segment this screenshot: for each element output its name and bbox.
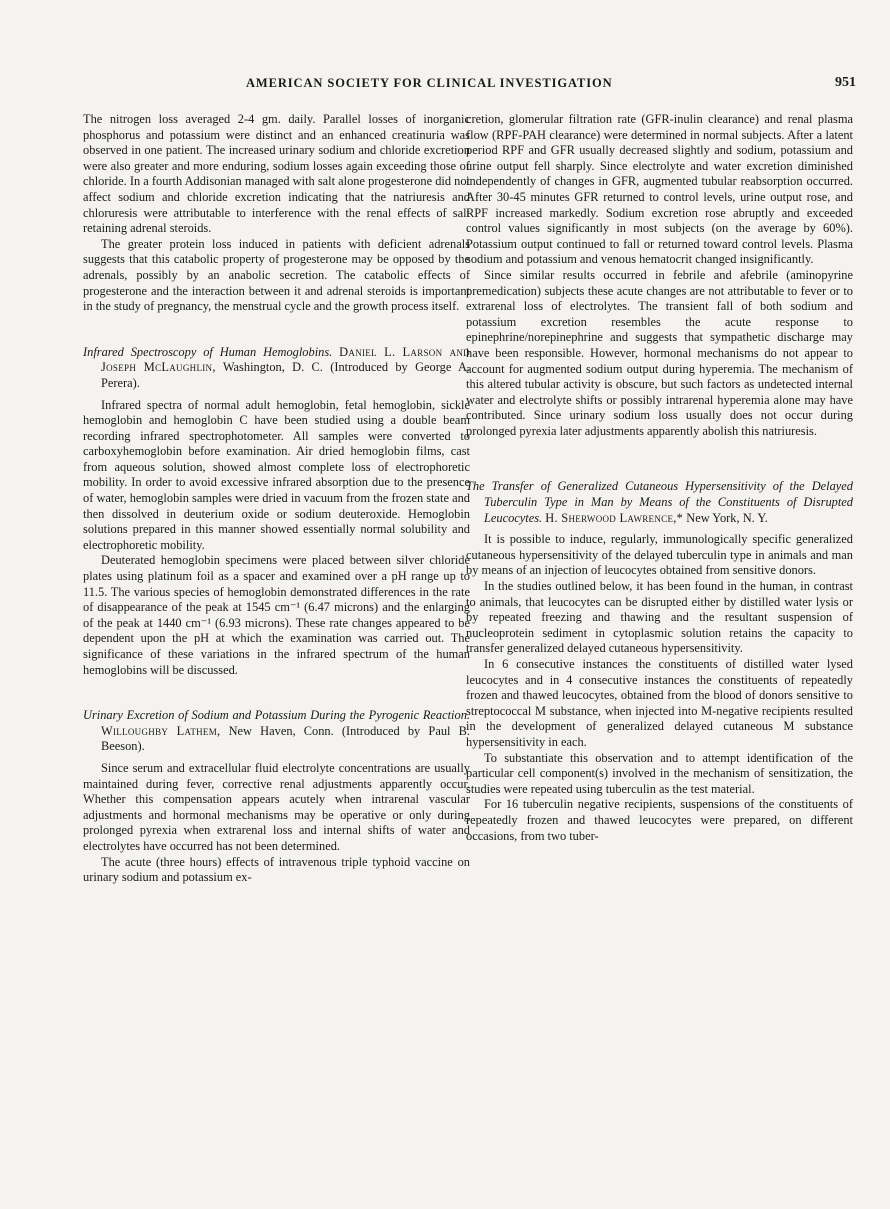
page-number: 951 <box>835 75 856 90</box>
body-paragraph: cretion, glomerular filtration rate (GFR-inulin clearance) and renal plasma flow (RPF-PAH clearance) were determined in normal subjects. After a latent period RPF and GFR usually decreased slightly and sodium, potassium and urine output fell sharply. Since electrolyte and water excretion diminished independently of changes in GFR, augmented tubular reabsorption occurred. After 30-45 minutes GFR returned to control levels, urine output rose, and RPF increased markedly. Sodium excretion rose abruptly and exceeded control values significantly in most subjects (on the average by 60%). Potassium output continued to fall or returned toward control levels. Plasma sodium and potassium and venous hematocrit changed insignificantly. <box>466 112 853 267</box>
body-paragraph: Since similar results occurred in febrile and afebrile (aminopyrine premedication) subjects these acute changes are not attributable to fever or to extrarenal loss of electrolytes. The transient fall of both sodium and potassium excretion resembles the acute response to epinephrine/norepinephrine and suggests that sympathetic discharge may have been responsible. However, hormonal mechanisms do not appear to account for augmented sodium output during hyperemia. The mechanism of this altered tubular activity is obscure, but such factors as undetected internal water and electrolyte shifts or possibly intrarenal hyperemia alone may have contributed. Since urinary sodium loss usually does not occur during prolonged pyrexia later adjustments apparently abolish this natriuresis. <box>466 267 853 438</box>
body-paragraph: In 6 consecutive instances the constituents of distilled water lysed leucocytes and in 4 consecutive instances the constituents of repeatedly frozen and thawed leucocytes, obtained from the blood of donors sensitive to streptococcal M substance, when injected into M-negative recipients resulted in the development of generalized delayed cutaneous M substance hypersensitivity in each. <box>466 657 853 749</box>
body-paragraph: The nitrogen loss averaged 2-4 gm. daily. Parallel losses of inorganic phosphorus and potassium were distinct and an enhanced creatinuria was observed in one patient. The increased urinary sodium and chloride excretion were also greater and more enduring, sodium losses again exceeding those of chloride. In a fourth Addisonian managed with salt alone progesterone did not affect sodium and chloride excretion indicating that the natriuresis and chloruresis were attributable to interference with the renal effects of salt retaining adrenal steroids. <box>83 112 470 236</box>
body-paragraph: The greater protein loss induced in patients with deficient adrenals suggests that this catabolic property of progesterone may be opposed by the adrenals, possibly by an anabolic secretion. The catabolic effects of progesterone and the interaction between it and adrenal steroids is important in the study of pregnancy, the menstrual cycle and the growth process itself. <box>83 236 470 314</box>
abstract-title: Urinary Excretion of Sodium and Potassium During the Pyrogenic Reaction. <box>83 708 470 723</box>
body-paragraph: The acute (three hours) effects of intravenous triple typhoid vaccine on urinary sodium and potassium ex- <box>83 854 470 885</box>
body-paragraph: Infrared spectra of normal adult hemoglobin, fetal hemoglobin, sickle hemoglobin and hemoglobin C have been studied using a double beam recording infrared spectrophotometer. All samples were converted to carboxyhemoglobin before examination. Air dried hemoglobin films, cast from aqueous solution, showed almost complete loss of electrophoretic mobility. In order to avoid excessive infrared absorption due to the presence of water, hemoglobin samples were dried in vacuum from the frozen state and then dissolved in deuterium oxide or sodium deuteroxide. Hemoglobin solutions prepared in this manner showed essentially normal solubility and electrophoretic mobility. <box>83 397 470 552</box>
abstract-affiliation: New York, N. Y. <box>686 510 768 525</box>
abstract-authors: H. Sherwood Lawrence,* <box>545 510 684 525</box>
abstract-title: Infrared Spectroscopy of Human Hemoglobins. <box>83 344 333 359</box>
body-paragraph: To substantiate this observation and to attempt identification of the particular cell component(s) involved in the mechanism of sensitization, the studies were repeated using tuberculin as the test material. <box>466 750 853 796</box>
journal-name: AMERICAN SOCIETY FOR CLINICAL INVESTIGATION <box>246 76 613 90</box>
body-paragraph: Deuterated hemoglobin specimens were placed between silver chloride plates using platinum foil as a spacer and examined over a pH range up to 11.5. The various species of hemoglobin demonstrated differences in the rate of disappearance of the peak at 1545 cm⁻¹ (6.47 microns) and the enlarging of the peak at 1440 cm⁻¹ (6.93 microns). These rate changes appeared to be dependent upon the pH at which the examination was carried out. The significance of these variations in the infrared spectrum of the human hemoglobins will be discussed. <box>83 553 470 677</box>
abstract-authors: Willoughby Lathem, <box>101 723 221 738</box>
abstract-title: The Transfer of Generalized Cutaneous Hypersensitivity of the Delayed Tuberculin Type in Man by Means of the Constituents of Disrupted Leucocytes. <box>466 479 853 525</box>
abstract-affiliation: Washington, D. C. (Introduced by George A. Perera). <box>101 360 471 390</box>
body-paragraph: It is possible to induce, regularly, immunologically specific generalized cutaneous hypersensitivity of the delayed tuberculin type in animals and man by means of an injection of leucocytes obtained from sensitive donors. <box>466 532 853 578</box>
left-column <box>83 112 470 886</box>
body-paragraph: Since serum and extracellular fluid electrolyte concentrations are usually maintained during fever, corrective renal adjustments apparently occur. Whether this compensation appears acutely when intrarenal vascular adjustments and hormonal mechanisms may be operative or only during prolonged pyrexia when extrarenal loss and internal shifts of water and electrolytes have occurred has not been determined. <box>83 760 470 853</box>
abstract-heading-transfer <box>466 479 853 526</box>
abstract-affiliation: New Haven, Conn. (Introduced by Paul B. Beeson). <box>101 723 470 754</box>
right-column <box>466 112 853 844</box>
abstract-heading-urinary <box>83 708 470 755</box>
abstract-heading-infrared <box>83 345 470 392</box>
abstract-authors: Daniel L. Larson and Joseph McLaughlin, <box>101 344 470 375</box>
body-paragraph: For 16 tuberculin negative recipients, suspensions of the constituents of repeatedly frozen and thawed leucocytes were prepared, on different occasions, from two tuber- <box>466 797 853 843</box>
body-paragraph: In the studies outlined below, it has been found in the human, in contrast to animals, that leucocytes can be disrupted either by distilled water lysis or by repeated freezing and thawing and the resultant suspension of nucleoprotein sediment in cytoplasmic solution retains the capacity to transfer generalized delayed cutaneous hypersensitivity. <box>466 579 853 656</box>
